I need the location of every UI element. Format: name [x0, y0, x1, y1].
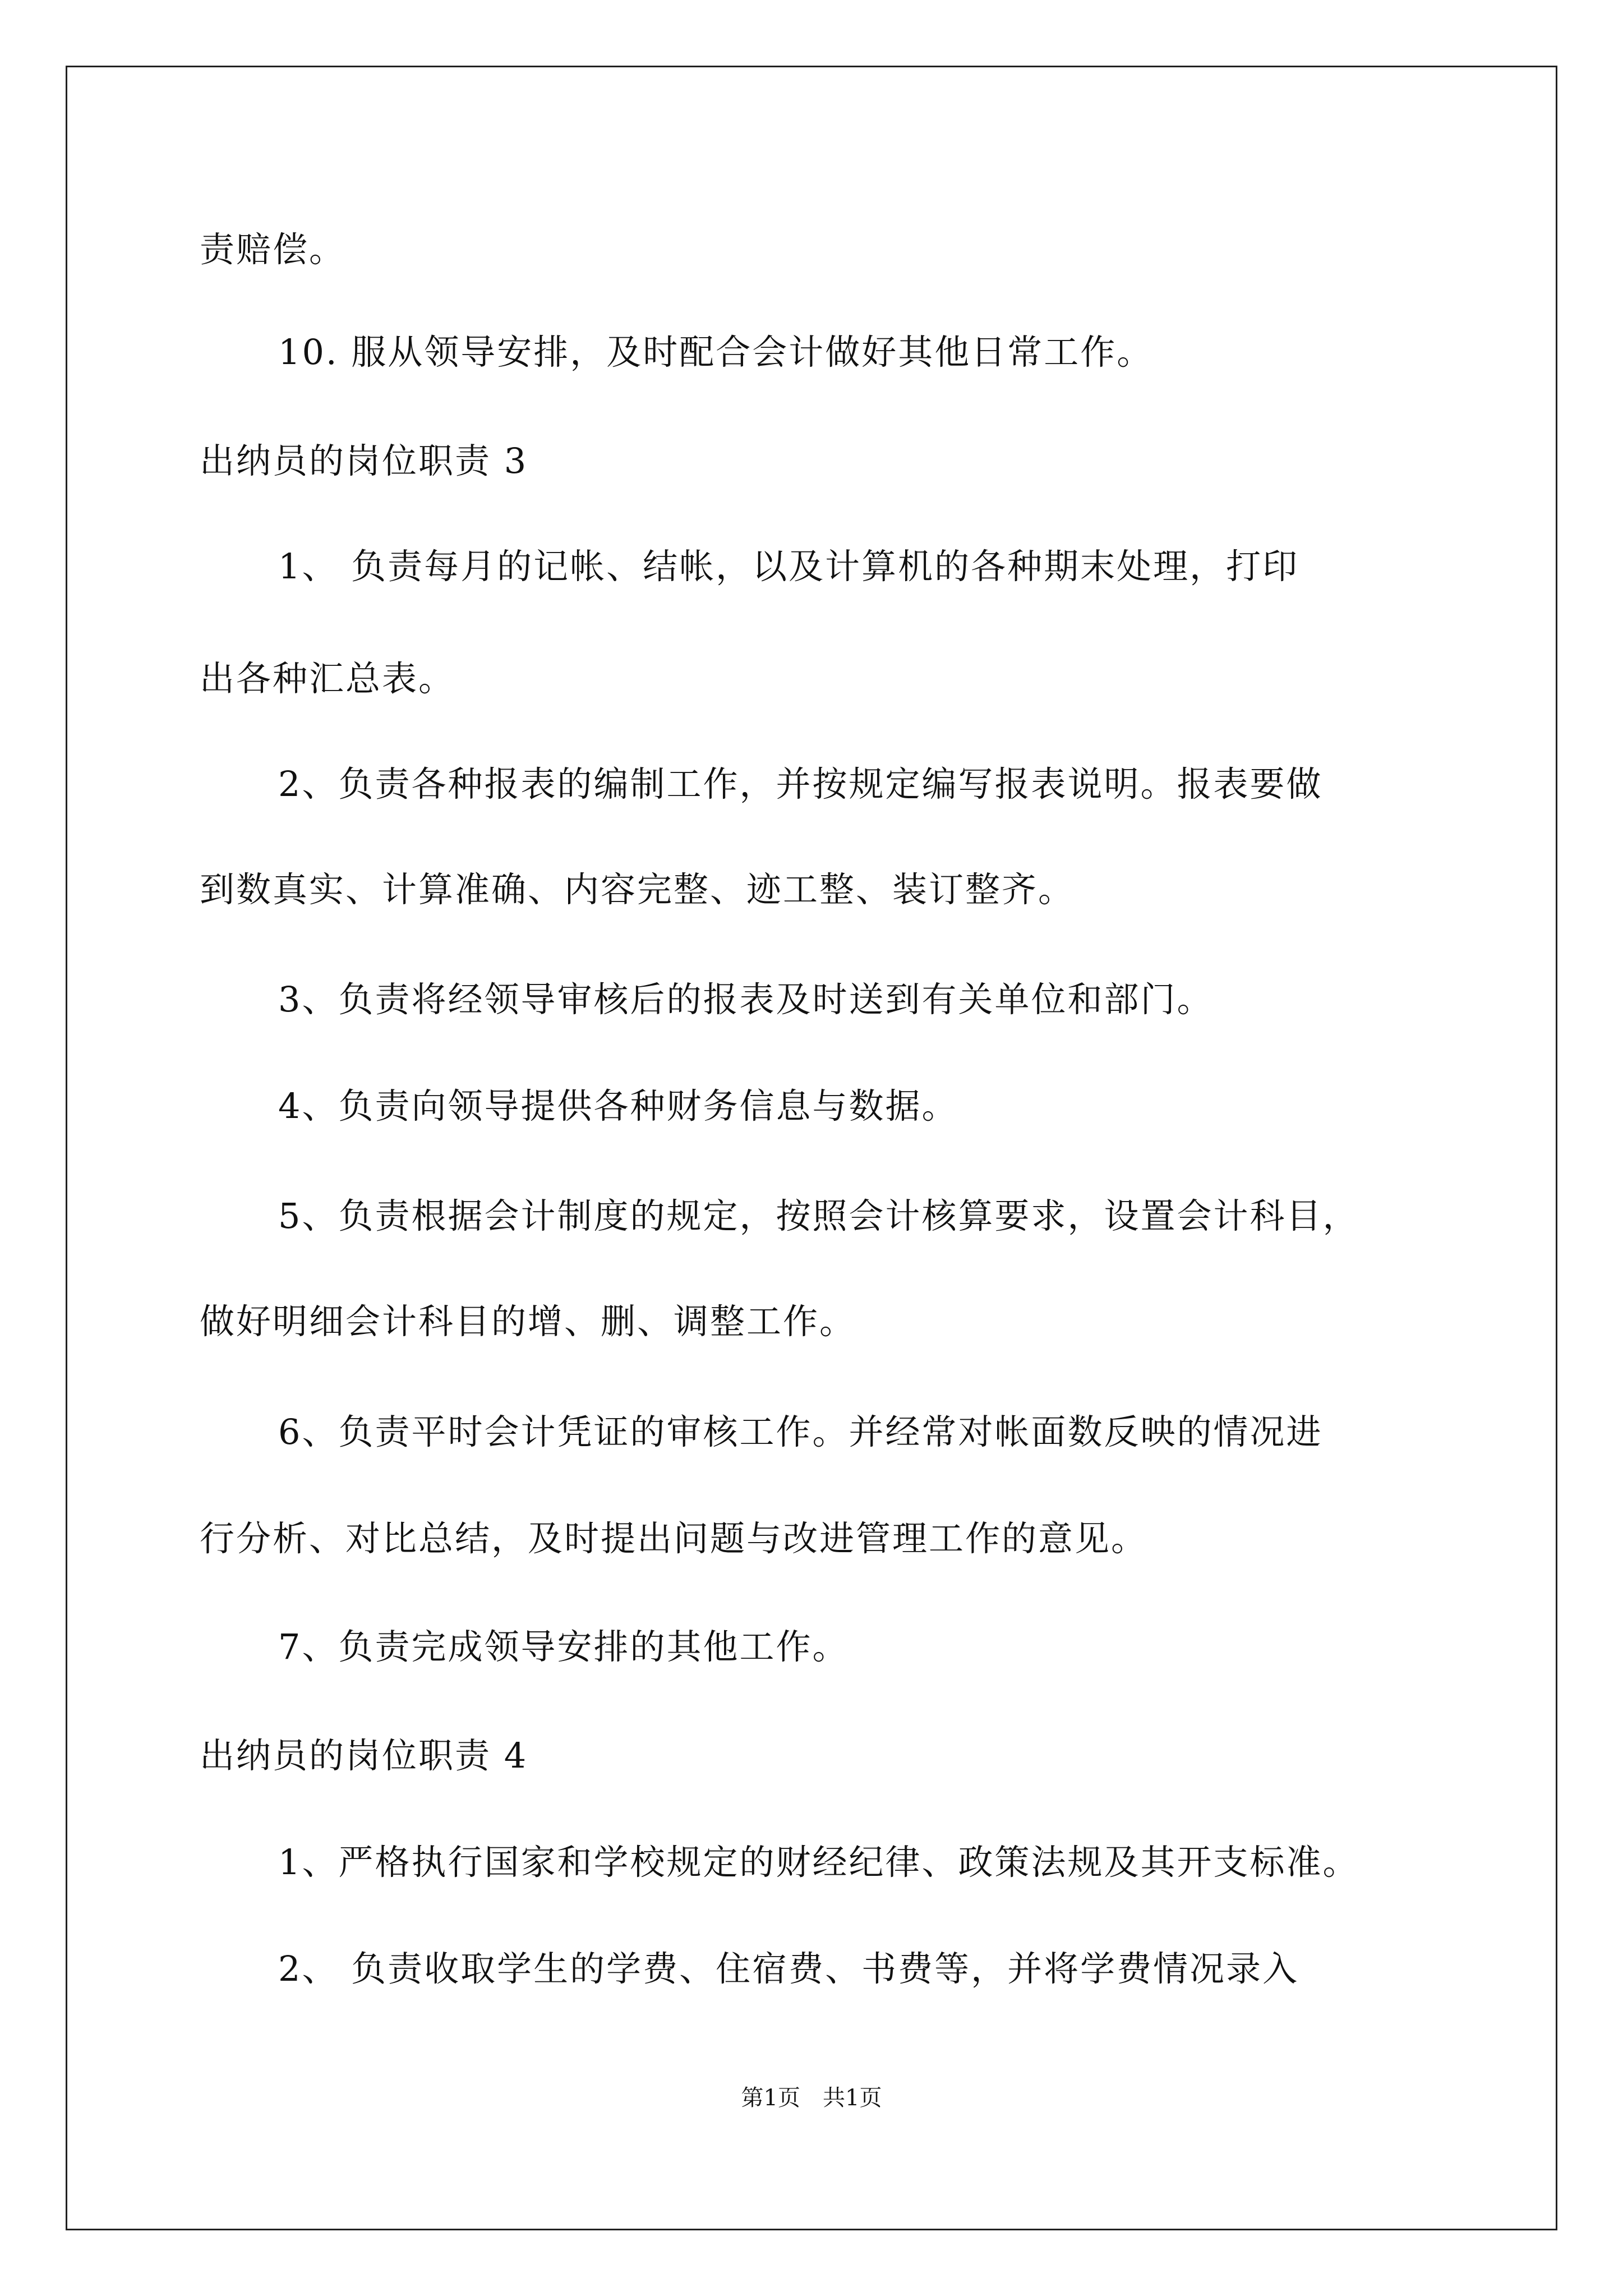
section-heading: 出纳员的岗位职责 3	[200, 440, 528, 481]
paragraph-line: 2、 负责收取学生的学费、住宿费、书费等，并将学费情况录入	[278, 1948, 1299, 1989]
paragraph-line: 3、负责将经领导审核后的报表及时送到有关单位和部门。	[278, 979, 1214, 1020]
paragraph-line: 做好明细会计科目的增、删、调整工作。	[200, 1301, 856, 1342]
page-footer: 第1页 共1页	[741, 2085, 882, 2111]
paragraph-line: 责赔偿。	[200, 229, 346, 270]
paragraph-line: 2、负责各种报表的编制工作，并按规定编写报表说明。报表要做	[278, 763, 1323, 804]
page-border	[66, 66, 1557, 2230]
paragraph-line: 10. 服从领导安排，及时配合会计做好其他日常工作。	[278, 332, 1154, 372]
paragraph-line: 出各种汇总表。	[200, 658, 455, 699]
section-heading: 出纳员的岗位职责 4	[200, 1735, 528, 1776]
paragraph-line: 到数真实、计算准确、内容完整、迹工整、装订整齐。	[200, 869, 1075, 910]
paragraph-line: 1、严格执行国家和学校规定的财经纪律、政策法规及其开支标准。	[278, 1842, 1359, 1883]
paragraph-line: 5、负责根据会计制度的规定，按照会计核算要求，设置会计科目，	[278, 1195, 1359, 1236]
paragraph-line: 7、负责完成领导安排的其他工作。	[278, 1626, 849, 1667]
paragraph-line: 6、负责平时会计凭证的审核工作。并经常对帐面数反映的情况进	[278, 1411, 1323, 1452]
paragraph-line: 4、负责向领导提供各种财务信息与数据。	[278, 1085, 958, 1126]
paragraph-line: 1、 负责每月的记帐、结帐，以及计算机的各种期末处理，打印	[278, 546, 1299, 587]
paragraph-line: 行分析、对比总结，及时提出问题与改进管理工作的意见。	[200, 1518, 1148, 1559]
